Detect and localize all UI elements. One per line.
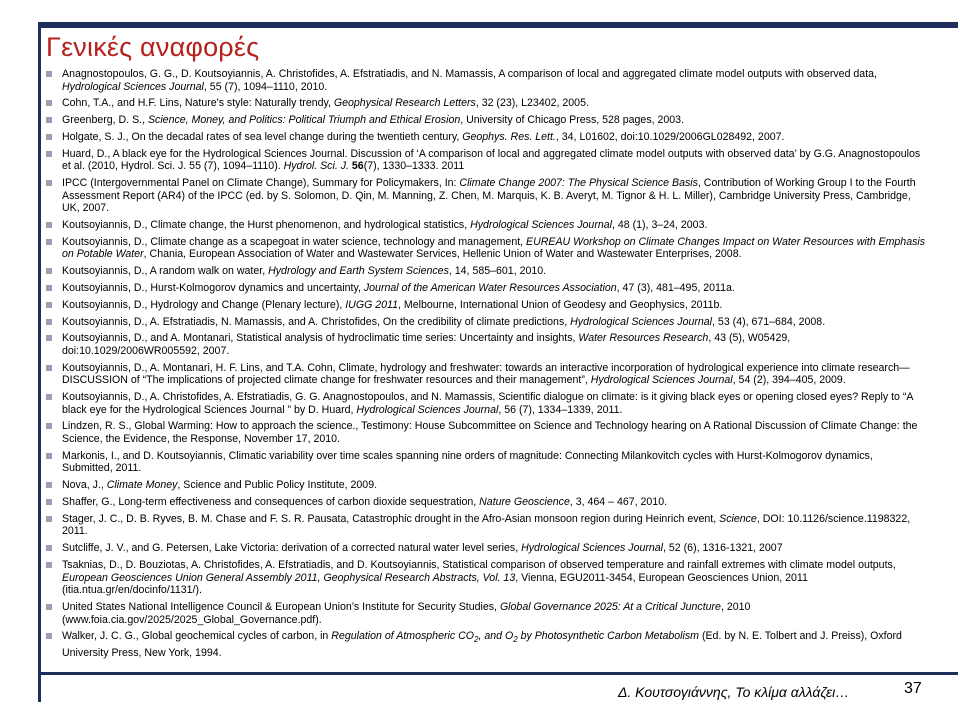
reference-item <box>46 131 926 144</box>
reference-item <box>46 391 926 416</box>
reference-text-segment: IPCC (Intergovernmental Panel on Climate Change), Summary for Policymakers, In: <box>62 177 460 190</box>
reference-text-segment: Hydrology and Earth System Sciences <box>268 265 449 278</box>
reference-text-segment: Nova, J., <box>62 479 107 492</box>
reference-text-segment: Markonis, I., and D. Koutsoyiannis, Climatic variability over time scales spanning nine orders of magnitude: Connecting Milankovitch cycles with Hurst-Kolmogorov dynamics, Submitted, 2011. <box>62 449 873 475</box>
reference-item <box>46 332 926 357</box>
square-bullet-icon <box>46 516 52 522</box>
reference-item <box>46 601 926 626</box>
reference-text-segment: IUGG 2011 <box>345 298 399 311</box>
reference-text-segment: , Science and Public Policy Institute, 2009. <box>177 479 378 492</box>
square-bullet-icon <box>46 319 52 325</box>
reference-text-segment: , Chania, European Association of Water and Wastewater Services, Hellenic Union of Water and Wastewater Enterprises, 2008. <box>143 248 742 261</box>
reference-text-segment: Shaffer, G., Long-term effectiveness and consequences of carbon dioxide sequestration, <box>62 496 480 508</box>
reference-text-segment: , Melbourne, International Union of Geodesy and Geophysics, 2011b. <box>398 298 723 311</box>
square-bullet-icon <box>46 71 52 77</box>
square-bullet-icon <box>46 394 52 400</box>
reference-text-segment: Regulation of Atmospheric CO <box>331 630 474 643</box>
reference-text-segment: , University of Chicago Press, 528 pages, 2003. <box>460 114 685 127</box>
square-bullet-icon <box>46 100 52 106</box>
reference-text-segment: Hydrological Sciences Journal <box>62 80 204 93</box>
reference-item <box>46 630 926 659</box>
square-bullet-icon <box>46 239 52 245</box>
slide-title: Γενικές αναφορές <box>46 32 260 62</box>
reference-list <box>46 68 926 664</box>
reference-text-segment: Hydrological Sciences Journal <box>570 315 713 328</box>
reference-item <box>46 97 926 110</box>
reference-item <box>46 114 926 127</box>
reference-text-segment: Greenberg, D. S., <box>62 114 148 127</box>
reference-text-segment: Koutsoyiannis, D., A random walk on water, <box>62 265 269 278</box>
reference-text-segment: Koutsoyiannis, D., A. Montanari, H. F. Lins, and T.A. Cohn, Climate, hydrology and freshwater: towards an interactive incorporation of hydrological experience into climate research—DISCUSSION of “The implications of projected climate change for freshwater resources and their management”, <box>62 361 910 387</box>
reference-item <box>46 68 926 93</box>
reference-text-segment: , 54 (2), 394–405, 2009. <box>732 374 846 387</box>
reference-text-segment: Cohn, T.A., and H.F. Lins, Nature's style: Naturally trendy, <box>62 97 334 110</box>
square-bullet-icon <box>46 604 52 610</box>
square-bullet-icon <box>46 482 52 488</box>
reference-text-segment: , 2010 (www.foia.cia.gov/2025/2025_Global_Governance.pdf). <box>62 600 751 626</box>
reference-text-segment: Water Resources Research <box>578 332 709 345</box>
reference-item <box>46 282 926 295</box>
reference-item <box>46 420 926 445</box>
reference-text-segment: United States National Intelligence Council & European Union’s Institute for Security Studies, <box>62 600 500 613</box>
reference-text-segment: Koutsoyiannis, D., Hydrology and Change (Plenary lecture), <box>62 298 346 311</box>
reference-text-segment: (7), 1330–1333. 2011 <box>363 160 465 173</box>
reference-text-segment: (Ed. by N. E. Tolbert and J. Preiss), Oxford University Press, New York, 1994. <box>62 630 902 659</box>
reference-text-segment: Koutsoyiannis, D., A. Efstratiadis, N. Mamassis, and A. Christofides, On the credibility of climate predictions, <box>62 315 571 328</box>
left-border-rule <box>38 22 41 702</box>
reference-item <box>46 496 926 509</box>
reference-item <box>46 265 926 278</box>
page-number: 37 <box>904 680 922 697</box>
square-bullet-icon <box>46 268 52 274</box>
reference-text-segment: Climate Money <box>106 479 178 492</box>
reference-item <box>46 362 926 387</box>
reference-text-segment: Koutsoyiannis, D., Climate change as a scapegoat in water science, technology and management, <box>62 235 527 248</box>
square-bullet-icon <box>46 151 52 157</box>
square-bullet-icon <box>46 285 52 291</box>
reference-text-segment: Science <box>719 512 757 525</box>
reference-text-segment: Sutcliffe, J. V., and G. Petersen, Lake Victoria: derivation of a corrected natural water level series, <box>62 542 522 555</box>
reference-text-segment: , 56 (7), 1334–1339, 2011. <box>498 403 623 416</box>
reference-text-segment: European Geosciences Union General Assembly 2011, Geophysical Research Abstracts, Vol. 13 <box>62 571 516 584</box>
reference-text-segment: Hydrological Sciences Journal <box>590 374 733 387</box>
reference-text-segment: 2 <box>473 635 479 645</box>
reference-text-segment: , Vienna, EGU2011-3454, European Geosciences Union, 2011 (itia.ntua.gr/en/docinfo/1131/). <box>62 571 808 597</box>
reference-item <box>46 219 926 232</box>
reference-text-segment: , 3, 464 – 467, 2010. <box>569 496 668 508</box>
reference-text-segment: by Photosynthetic Carbon Metabolism <box>517 630 700 643</box>
reference-item <box>46 316 926 329</box>
reference-text-segment: Huard, D., A black eye for the Hydrological Sciences Journal. Discussion of ‘A comparison of local and aggregated climate model outputs with observed data’ by G.G. Anagnostopoulos et al. (2010, Hydrol. Sci. J. 55 (7), 1094–1110). <box>62 147 921 173</box>
reference-item <box>46 177 926 215</box>
reference-text-segment: Climate Change 2007: The Physical Science Basis <box>459 177 698 190</box>
reference-text-segment: Holgate, S. J., On the decadal rates of sea level change during the twentieth century, <box>62 130 463 143</box>
reference-item <box>46 299 926 312</box>
reference-text-segment: Hydrological Sciences Journal <box>356 403 499 416</box>
reference-text-segment: , 53 (4), 671–684, 2008. <box>712 315 826 328</box>
reference-item <box>46 236 926 261</box>
square-bullet-icon <box>46 562 52 568</box>
footer-author-caption: Δ. Κουτσογιάννης, Το κλίμα αλλάζει… <box>618 684 850 700</box>
reference-text-segment: , DOI: 10.1126/science.1198322, 2011. <box>62 512 911 538</box>
reference-text-segment: Geophysical Research Letters <box>333 97 476 110</box>
reference-text-segment: , 34, L01602, doi:10.1029/2006GL028492, 2007. <box>555 130 785 143</box>
reference-text-segment: Anagnostopoulos, G. G., D. Koutsoyiannis, A. Christofides, A. Efstratiadis, and N. Mamassis, A comparison of local and aggregated climate model outputs with observed data, <box>62 68 877 80</box>
reference-text-segment: 2 <box>513 635 518 645</box>
reference-text-segment: , 47 (3), 481–495, 2011a. <box>616 282 735 294</box>
square-bullet-icon <box>46 633 52 639</box>
square-bullet-icon <box>46 545 52 551</box>
reference-text-segment: Koutsoyiannis, D., Climate change, the Hurst phenomenon, and hydrological statistics, <box>62 219 471 232</box>
reference-text-segment: Lindzen, R. S., Global Warming: How to approach the science., Testimony: House Subcommittee on Science and Technology hearing on A Rational Discussion of Climate Change: the Science, the Evidence, the Response, November 17, 2010. <box>62 420 918 446</box>
reference-text-segment: Journal of the American Water Resources Association <box>363 282 617 294</box>
square-bullet-icon <box>46 134 52 140</box>
reference-item <box>46 559 926 597</box>
reference-text-segment: 56 <box>351 160 364 173</box>
reference-text-segment: Science, Money, and Politics: Political Triumph and Ethical Erosion <box>147 114 461 127</box>
bottom-border-rule <box>38 672 958 675</box>
square-bullet-icon <box>46 453 52 459</box>
top-border-rule <box>38 22 958 28</box>
reference-item <box>46 542 926 555</box>
reference-item <box>46 148 926 173</box>
square-bullet-icon <box>46 222 52 228</box>
reference-text-segment: Global Governance 2025: At a Critical Juncture <box>499 600 721 613</box>
reference-text-segment: Hydrological Sciences Journal <box>521 542 664 555</box>
reference-text-segment: Nature Geoscience <box>479 496 570 508</box>
reference-text-segment: , and O <box>478 630 514 643</box>
reference-text-segment: , 32 (23), L23402, 2005. <box>475 97 589 110</box>
reference-text-segment: EUREAU Workshop on Climate Changes Impact on Water Resources with Emphasis on Potable Water <box>62 235 926 261</box>
reference-text-segment: Koutsoyiannis, D., Hurst-Kolmogorov dynamics and uncertainty, <box>62 282 364 294</box>
reference-text-segment: Walker, J. C. G., Global geochemical cycles of carbon, in <box>62 630 332 643</box>
reference-text-segment: Koutsoyiannis, D., and A. Montanari, Statistical analysis of hydroclimatic time series: Uncertainty and insights, <box>62 332 579 345</box>
reference-text-segment: Stager, J. C., D. B. Ryves, B. M. Chase and F. S. R. Pausata, Catastrophic drought in the Afro-Asian monsoon region during Heinrich event, <box>62 512 720 525</box>
reference-text-segment: , 14, 585–601, 2010. <box>448 265 547 278</box>
square-bullet-icon <box>46 180 52 186</box>
reference-item <box>46 513 926 538</box>
reference-item <box>46 479 926 492</box>
reference-text-segment: Tsaknias, D., D. Bouziotas, A. Christofides, A. Efstratiadis, and D. Koutsoyiannis, Statistical comparison of observed temperature and rainfall extremes with climate model outputs, <box>62 558 896 571</box>
reference-text-segment: Koutsoyiannis, D., A. Christofides, A. Efstratiadis, G. G. Anagnostopoulos, and N. Mamassis, Scientific dialogue on climate: is it giving black eyes or opening closed eyes? Reply to “A black eye for the Hydrological Sciences Journal ” by D. Huard, <box>62 391 913 416</box>
square-bullet-icon <box>46 423 52 429</box>
reference-text-segment: , 52 (6), 1316-1321, 2007 <box>663 542 783 555</box>
reference-item <box>46 450 926 475</box>
square-bullet-icon <box>46 335 52 341</box>
reference-text-segment: , 48 (1), 3–24, 2003. <box>612 219 708 232</box>
square-bullet-icon <box>46 365 52 371</box>
square-bullet-icon <box>46 499 52 505</box>
square-bullet-icon <box>46 302 52 308</box>
reference-text-segment: , 43 (5), W05429, doi:10.1029/2006WR005592, 2007. <box>62 332 791 357</box>
reference-text-segment: Hydrol. Sci. J. <box>283 160 349 173</box>
reference-text-segment: Hydrological Sciences Journal <box>470 219 612 232</box>
reference-text-segment: Geophys. Res. Lett. <box>462 130 556 143</box>
square-bullet-icon <box>46 117 52 123</box>
reference-text-segment: , Contribution of Working Group I to the Fourth Assessment Report (AR4) of the IPCC (ed. by S. Solomon, D. Qin, M. Manning, Z. Chen, M. Marquis, K. B. Averyt, M. Tignor & H. L. Miller), Cambridge University Press, Cambridge, UK, 2007. <box>62 177 916 215</box>
reference-text-segment: , 55 (7), 1094–1110, 2010. <box>203 80 328 93</box>
